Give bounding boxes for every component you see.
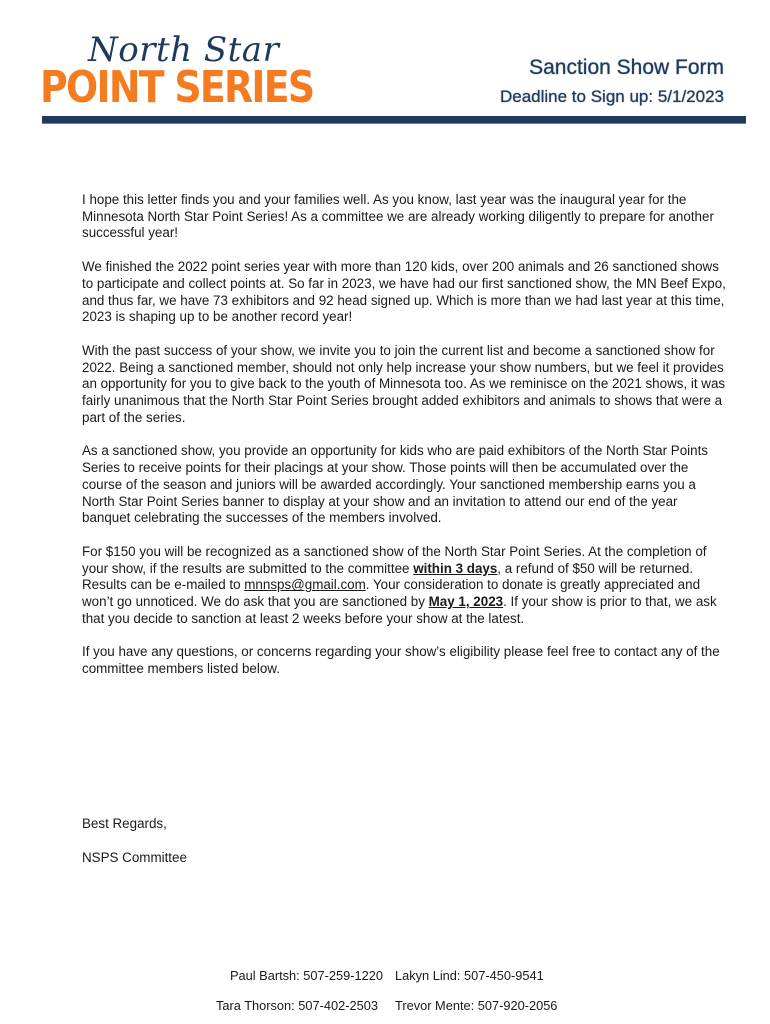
- header-divider: [42, 116, 746, 124]
- point-series-logo: [40, 30, 314, 113]
- fee-text-4: . If your show is prior to that, we ask that you decide to sanction at least 2 weeks before your show at the latest.: [82, 594, 717, 626]
- logo-block-text: POINT SERIES: [40, 62, 314, 113]
- fee-text-2: , a refund of $50 will be returned. Results can be e-mailed to: [82, 560, 694, 593]
- contact-paul: Paul Bartsh: 507-259-1220: [230, 968, 383, 983]
- deadline-text: Deadline to Sign up: 5/1/2023: [499, 87, 724, 106]
- closing-block: [82, 816, 187, 883]
- paragraph-questions: If you have any questions, or concerns regarding your show’s eligibility please feel free to contact any of the committee members listed below.: [82, 644, 720, 677]
- email-link[interactable]: mnnsps@gmail.com: [244, 577, 366, 593]
- deadline-date-emphasis: May 1, 2023: [428, 594, 504, 610]
- contact-trevor: Trevor Mente: 507-920-2056: [395, 998, 558, 1013]
- paragraph-benefits: As a sanctioned show, you provide an opportunity for kids who are paid exhibitors of the North Star Points Series to receive points for their placings at your show. Those points will then be accumulated over the course of the season and juniors will be awarded accordingly. Your sanctioned membership earns you a North Star Point Series banner to display at your show and an invitation to attend our end of the year banquet celebrating the successes of the members involved.: [82, 443, 708, 526]
- paragraph-intro: I hope this letter finds you and your families well. As you know, last year was the inaugural year for the Minnesota North Star Point Series! As a committee we are already working diligently to prepare for another successful year!: [82, 192, 714, 241]
- closing-signature: NSPS Committee: [82, 849, 187, 865]
- paragraph-invitation: With the past success of your show, we invite you to join the current list and become a sanctioned show for 2022. Being a sanctioned member, should not only help increase your show numbers, but we feel it provides an opportunity for you to give back to the youth of Minnesota too. As we reminisce on the 2021 shows, it was fairly unanimous that the North Star Point Series brought added exhibitors and animals to shows that were a part of the series.: [82, 342, 726, 425]
- deadline-days-emphasis: within 3 days: [413, 560, 498, 576]
- closing-regards: Best Regards,: [82, 816, 167, 831]
- paragraph-stats: We finished the 2022 point series year with more than 120 kids, over 200 animals and 26 sanctioned shows to participate and collect points at. So far in 2023, we have had our first sanctioned show, the MN Beef Expo, and thus far, we have 73 exhibitors and 92 head signed up. Which is more than we had last year at this time, 2023 is shaping up to be another record year!: [82, 259, 726, 325]
- fee-text-1: For $150 you will be recognized as a sanctioned show of the North Star Point Series. At the completion of your show, if the results are submitted to the committee: [82, 543, 707, 576]
- contact-tara: Tara Thorson: 507-402-2503: [216, 998, 378, 1013]
- fee-text-3: . Your consideration to donate is greatly appreciated and won’t go unnoticed. We do ask that you are sanctioned by: [82, 577, 701, 610]
- contact-lakyn: Lakyn Lind: 507-450-9541: [395, 968, 544, 983]
- letter-body: [82, 192, 727, 695]
- logo-script-text: North Star: [88, 30, 280, 70]
- form-title: Sanction Show Form: [529, 56, 724, 79]
- paragraph-fee: [82, 544, 727, 628]
